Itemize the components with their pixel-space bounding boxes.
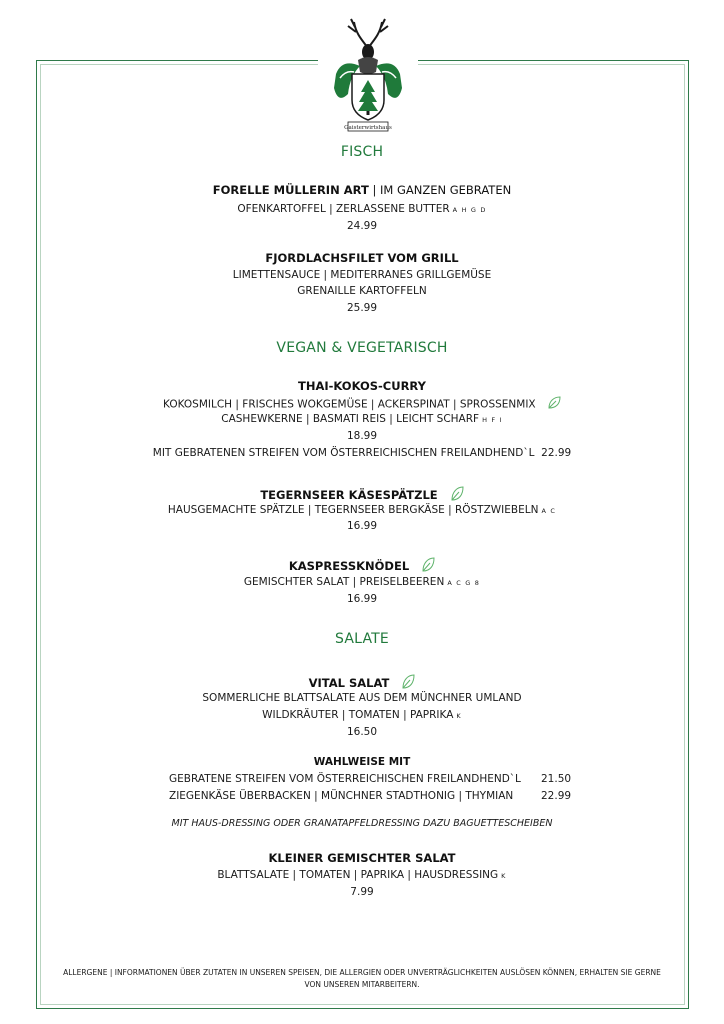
menu-item-title <box>0 183 724 197</box>
dish-description-text: OFENKARTOFFEL | ZERLASSENE BUTTER <box>237 203 450 215</box>
dish-price: 16.99 <box>346 520 378 532</box>
dish-price: 16.99 <box>346 593 378 605</box>
dish-description-text: KOKOSMILCH | FRISCHES WOKGEMÜSE | ACKERSPINAT | SPROSSENMIX <box>163 398 536 411</box>
dish-description <box>0 413 724 425</box>
dish-description: LIMETTENSAUCE | MEDITERRANES GRILLGEMÜSE <box>232 269 492 281</box>
dish-name: KLEINER GEMISCHTER SALAT <box>268 851 456 865</box>
dish-extra-text: MIT GEBRATENEN STREIFEN VOM ÖSTERREICHISCHEN FREILANDHEND`L <box>152 447 535 459</box>
dish-name: THAI-KOKOS-CURRY <box>297 379 426 393</box>
option-text: GEBRATENE STREIFEN VOM ÖSTERREICHISCHEN FREILANDHEND`L <box>169 773 521 785</box>
dish-name: VITAL SALAT <box>308 676 390 690</box>
dish-price: 7.99 <box>350 886 374 898</box>
dish-description-text: GEMISCHTER SALAT | PREISELBEEREN <box>243 576 445 588</box>
allergen-codes: A C <box>541 507 557 515</box>
leaf-icon <box>401 674 415 693</box>
allergen-codes: A C G 8 <box>447 579 481 587</box>
options-heading: WAHLWEISE MIT <box>313 756 411 768</box>
dish-price: 25.99 <box>346 302 378 314</box>
dish-description-text: BLATTSALATE | TOMATEN | PAPRIKA | HAUSDRESSING <box>217 869 499 881</box>
dish-name: FORELLE MÜLLERIN ART <box>212 183 369 197</box>
leaf-icon <box>450 486 464 505</box>
dish-description-text: HAUSGEMACHTE SPÄTZLE | TEGERNSEER BERGKÄSE | RÖSTZWIEBELN <box>167 504 539 516</box>
option-text: ZIEGENKÄSE ÜBERBACKEN | MÜNCHNER STADTHONIG | THYMIAN <box>169 790 514 802</box>
dish-name: TEGERNSEER KÄSESPÄTZLE <box>260 488 438 502</box>
leaf-icon <box>547 396 561 413</box>
menu-item-title <box>0 486 724 505</box>
dish-description <box>0 709 724 721</box>
dish-description: SOMMERLICHE BLATTSALATE AUS DEM MÜNCHNER UMLAND <box>202 692 522 704</box>
dish-name-rest: | IM GANZEN GEBRATEN <box>368 183 512 197</box>
allergen-codes: H F I <box>482 416 503 424</box>
option-price: 21.50 <box>541 773 572 785</box>
dish-description <box>0 396 724 413</box>
allergen-codes: K <box>501 872 507 880</box>
dish-description: GRENAILLE KARTOFFELN <box>297 285 427 297</box>
allergen-codes: A H G D <box>452 206 487 214</box>
dish-description <box>0 203 724 215</box>
menu-item-title <box>0 557 724 576</box>
dish-description-text: CASHEWKERNE | BASMATI REIS | LEICHT SCHARF <box>221 413 480 425</box>
leaf-icon <box>421 557 435 576</box>
dish-name: FJORDLACHSFILET VOM GRILL <box>265 251 459 265</box>
section-heading-fisch: FISCH <box>340 144 384 160</box>
dish-extra-price: 22.99 <box>541 447 572 459</box>
menu-item-title <box>0 674 724 693</box>
dish-description <box>0 869 724 881</box>
allergen-codes: K <box>456 712 462 720</box>
dish-price: 16.50 <box>346 726 378 738</box>
dish-price: 24.99 <box>346 220 378 232</box>
dish-description-text: WILDKRÄUTER | TOMATEN | PAPRIKA <box>262 709 454 721</box>
crest-logo-icon <box>318 14 418 136</box>
option-price: 22.99 <box>541 790 572 802</box>
crest-motto: Gaisterwirtshaus <box>344 125 392 131</box>
dish-description <box>0 576 724 588</box>
dish-name: KASPRESSKNÖDEL <box>288 559 410 573</box>
dressing-note: MIT HAUS-DRESSING ODER GRANATAPFELDRESSING DAZU BAGUETTESCHEIBEN <box>171 818 553 829</box>
section-heading-vegan: VEGAN & VEGETARISCH <box>276 340 448 356</box>
dish-extra <box>0 447 724 459</box>
section-heading-salate: SALATE <box>335 631 389 647</box>
dish-description <box>0 504 724 516</box>
dish-price: 18.99 <box>346 430 378 442</box>
allergen-footer: ALLERGENE | INFORMATIONEN ÜBER ZUTATEN IN UNSEREN SPEISEN, DIE ALLERGIEN ODER UNVERTRÄGLICHKEITEN AUSLÖSEN KÖNNEN, ERHALTEN SIE GERNE VON UNSEREN MITARBEITERN. <box>63 968 661 989</box>
